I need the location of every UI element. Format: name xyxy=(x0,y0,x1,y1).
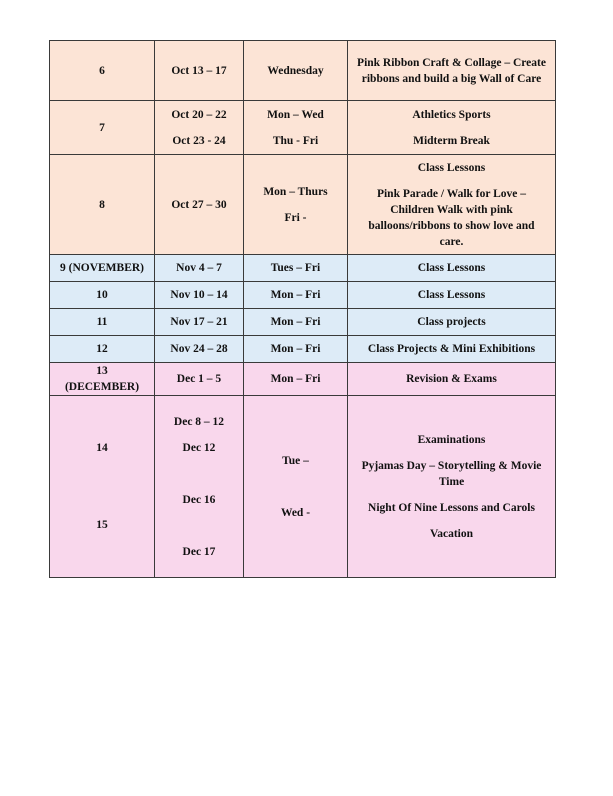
table-row xyxy=(50,336,556,363)
table-row xyxy=(50,396,556,578)
dates-cell: Nov 17 – 21 xyxy=(155,309,244,336)
days-line: Wed - xyxy=(280,506,311,519)
table-row xyxy=(50,363,556,396)
dates-cell: Nov 24 – 28 xyxy=(155,336,244,363)
activity-cell xyxy=(348,101,556,155)
days-cell: Mon – Fri xyxy=(244,309,348,336)
activity-cell: Class Projects & Mini Exhibitions xyxy=(348,336,556,363)
activity-line: Pink Parade / Walk for Love – Children Walk with pink balloons/ribbons to show love and care. xyxy=(368,187,535,248)
dates-cell: Oct 13 – 17 xyxy=(155,41,244,101)
dates-cell: Nov 10 – 14 xyxy=(155,282,244,309)
days-cell xyxy=(244,396,348,578)
week-cell: 11 xyxy=(50,309,155,336)
activity-line: Examinations xyxy=(417,433,486,446)
table-row xyxy=(50,309,556,336)
week-cell: 13 (DECEMBER) xyxy=(50,363,155,396)
days-line: Thu - Fri xyxy=(272,134,319,147)
activity-cell xyxy=(348,155,556,255)
week-cell xyxy=(50,396,155,578)
week-cell: 12 xyxy=(50,336,155,363)
date-line: Oct 23 - 24 xyxy=(172,134,226,147)
dates-cell xyxy=(155,101,244,155)
activity-cell: Revision & Exams xyxy=(348,363,556,396)
week-cell: 10 xyxy=(50,282,155,309)
term-schedule-table xyxy=(49,40,556,578)
table-row xyxy=(50,255,556,282)
activity-line: Vacation xyxy=(429,527,474,540)
activity-cell: Pink Ribbon Craft & Collage – Create ribbons and build a big Wall of Care xyxy=(348,41,556,101)
days-cell: Mon – Fri xyxy=(244,282,348,309)
week-cell: 8 xyxy=(50,155,155,255)
days-cell xyxy=(244,155,348,255)
date-line: Oct 20 – 22 xyxy=(171,108,227,121)
activity-cell: Class Lessons xyxy=(348,282,556,309)
table-row xyxy=(50,155,556,255)
days-cell xyxy=(244,101,348,155)
date-line: Dec 12 xyxy=(182,441,216,454)
week-line: 15 xyxy=(96,519,108,531)
dates-cell: Nov 4 – 7 xyxy=(155,255,244,282)
week-cell: 7 xyxy=(50,101,155,155)
activity-line: Midterm Break xyxy=(413,134,490,147)
date-line: Dec 17 xyxy=(182,545,216,558)
activity-cell xyxy=(348,396,556,578)
dates-cell: Dec 1 – 5 xyxy=(155,363,244,396)
activity-line: Class Lessons xyxy=(417,161,486,174)
dates-cell xyxy=(155,396,244,578)
activity-line: Night Of Nine Lessons and Carols xyxy=(368,501,535,514)
table-row xyxy=(50,41,556,101)
activity-line: Pyjamas Day – Storytelling & Movie Time xyxy=(361,459,542,488)
days-line: Tue – xyxy=(282,454,309,467)
days-cell: Mon – Fri xyxy=(244,363,348,396)
week-cell: 9 (NOVEMBER) xyxy=(50,255,155,282)
week-line: 14 xyxy=(96,442,108,454)
week-cell: 6 xyxy=(50,41,155,101)
activity-cell: Class projects xyxy=(348,309,556,336)
days-line: Mon – Thurs xyxy=(263,185,328,198)
days-cell: Wednesday xyxy=(244,41,348,101)
dates-cell: Oct 27 – 30 xyxy=(155,155,244,255)
date-line: Dec 16 xyxy=(182,493,216,506)
days-cell: Mon – Fri xyxy=(244,336,348,363)
activity-line: Athletics Sports xyxy=(412,108,491,121)
days-cell: Tues – Fri xyxy=(244,255,348,282)
table-row xyxy=(50,101,556,155)
days-line: Mon – Wed xyxy=(267,108,324,121)
date-line: Dec 8 – 12 xyxy=(173,415,225,428)
activity-cell: Class Lessons xyxy=(348,255,556,282)
table-row xyxy=(50,282,556,309)
days-line: Fri - xyxy=(284,211,307,224)
